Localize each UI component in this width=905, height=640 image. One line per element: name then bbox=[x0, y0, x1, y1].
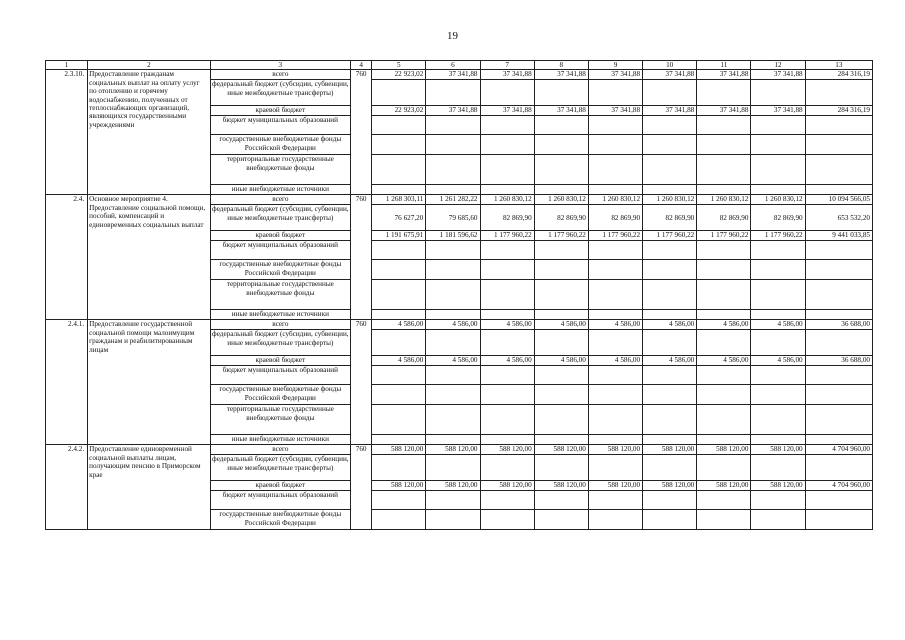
row-code: 2.4.1. bbox=[46, 320, 88, 445]
measure-name: Предоставление государственной социальной помощи малоимущим гражданам и реабилитированным лицам bbox=[88, 320, 210, 445]
value-cell bbox=[697, 116, 751, 135]
value-cell bbox=[426, 385, 480, 405]
value-cell bbox=[805, 80, 872, 106]
value-cell: 4 586,00 bbox=[534, 356, 588, 366]
value-cell: 36 688,00 bbox=[805, 320, 872, 330]
value-cell bbox=[697, 330, 751, 356]
value-cell: 4 586,00 bbox=[643, 320, 697, 330]
value-cell bbox=[372, 385, 426, 405]
column-header: 7 bbox=[480, 61, 534, 70]
value-cell: 37 341,88 bbox=[588, 106, 642, 116]
value-cell bbox=[534, 405, 588, 435]
value-cell bbox=[588, 135, 642, 155]
value-cell bbox=[751, 155, 805, 185]
column-header: 12 bbox=[751, 61, 805, 70]
value-cell bbox=[480, 385, 534, 405]
value-cell bbox=[588, 280, 642, 310]
value-cell: 588 120,00 bbox=[372, 445, 426, 455]
value-cell bbox=[751, 510, 805, 530]
value-cell: 1 177 960,22 bbox=[643, 231, 697, 241]
funding-source: всего bbox=[210, 70, 351, 80]
value-cell: 82 869,90 bbox=[697, 205, 751, 231]
value-cell bbox=[372, 135, 426, 155]
value-cell bbox=[426, 116, 480, 135]
funding-source: всего bbox=[210, 195, 351, 205]
value-cell bbox=[751, 405, 805, 435]
value-cell bbox=[805, 491, 872, 510]
value-cell: 76 627,20 bbox=[372, 205, 426, 231]
value-cell bbox=[697, 135, 751, 155]
funding-source: федеральный бюджет (субсидии, субвенции, иные межбюджетные трансферты) bbox=[210, 330, 351, 356]
value-cell bbox=[426, 80, 480, 106]
funding-source: краевой бюджет bbox=[210, 231, 351, 241]
value-cell bbox=[534, 510, 588, 530]
column-header: 8 bbox=[534, 61, 588, 70]
value-cell: 4 704 960,00 bbox=[805, 445, 872, 455]
header-row bbox=[46, 61, 873, 70]
row-code: 2.4.2. bbox=[46, 445, 88, 530]
value-cell: 37 341,88 bbox=[480, 106, 534, 116]
value-cell bbox=[534, 366, 588, 385]
value-cell: 1 260 830,12 bbox=[697, 195, 751, 205]
value-cell: 1 181 596,62 bbox=[426, 231, 480, 241]
value-cell: 1 268 303,11 bbox=[372, 195, 426, 205]
value-cell: 1 177 960,22 bbox=[534, 231, 588, 241]
value-cell bbox=[372, 455, 426, 481]
value-cell bbox=[534, 385, 588, 405]
value-cell bbox=[697, 80, 751, 106]
value-cell: 4 586,00 bbox=[426, 356, 480, 366]
value-cell bbox=[751, 435, 805, 445]
value-cell: 1 260 830,12 bbox=[643, 195, 697, 205]
value-cell: 37 341,88 bbox=[697, 106, 751, 116]
value-cell bbox=[751, 80, 805, 106]
funding-source: государственные внебюджетные фонды Российской Федерации bbox=[210, 135, 351, 155]
value-cell bbox=[643, 510, 697, 530]
value-cell bbox=[643, 455, 697, 481]
value-cell bbox=[372, 185, 426, 195]
value-cell bbox=[805, 260, 872, 280]
value-cell bbox=[534, 491, 588, 510]
value-cell bbox=[480, 135, 534, 155]
value-cell bbox=[426, 405, 480, 435]
value-cell bbox=[697, 185, 751, 195]
value-cell bbox=[480, 455, 534, 481]
value-cell: 37 341,88 bbox=[426, 106, 480, 116]
column-header: 3 bbox=[210, 61, 351, 70]
value-cell: 4 586,00 bbox=[697, 320, 751, 330]
value-cell: 22 923,02 bbox=[372, 70, 426, 80]
value-cell bbox=[534, 455, 588, 481]
value-cell bbox=[643, 330, 697, 356]
value-cell bbox=[534, 185, 588, 195]
value-cell bbox=[372, 80, 426, 106]
funding-source: территориальные государственные внебюджетные фонды bbox=[210, 280, 351, 310]
value-cell: 37 341,88 bbox=[697, 70, 751, 80]
value-cell: 1 177 960,22 bbox=[588, 231, 642, 241]
value-cell bbox=[643, 385, 697, 405]
value-cell bbox=[372, 155, 426, 185]
value-cell bbox=[588, 455, 642, 481]
value-cell bbox=[805, 330, 872, 356]
value-cell: 4 586,00 bbox=[588, 356, 642, 366]
value-cell bbox=[480, 405, 534, 435]
column-header: 5 bbox=[372, 61, 426, 70]
value-cell bbox=[588, 155, 642, 185]
value-cell bbox=[697, 385, 751, 405]
column-header: 11 bbox=[697, 61, 751, 70]
value-cell: 4 586,00 bbox=[588, 320, 642, 330]
value-cell: 79 685,60 bbox=[426, 205, 480, 231]
value-cell bbox=[480, 80, 534, 106]
value-cell bbox=[588, 310, 642, 320]
value-cell bbox=[697, 241, 751, 260]
column-header: 10 bbox=[643, 61, 697, 70]
value-cell: 588 120,00 bbox=[643, 445, 697, 455]
value-cell: 588 120,00 bbox=[480, 445, 534, 455]
value-cell bbox=[805, 280, 872, 310]
column-header: 13 bbox=[805, 61, 872, 70]
column-header: 6 bbox=[426, 61, 480, 70]
value-cell: 37 341,88 bbox=[588, 70, 642, 80]
value-cell: 37 341,88 bbox=[751, 106, 805, 116]
value-cell bbox=[480, 510, 534, 530]
value-cell bbox=[805, 241, 872, 260]
value-cell bbox=[805, 405, 872, 435]
value-cell: 82 869,90 bbox=[751, 205, 805, 231]
value-cell: 1 260 830,12 bbox=[534, 195, 588, 205]
value-cell bbox=[480, 116, 534, 135]
funding-source: всего bbox=[210, 445, 351, 455]
value-cell: 588 120,00 bbox=[751, 445, 805, 455]
value-cell: 37 341,88 bbox=[534, 106, 588, 116]
value-cell: 82 869,90 bbox=[480, 205, 534, 231]
funding-source: федеральный бюджет (субсидии, субвенции, иные межбюджетные трансферты) bbox=[210, 205, 351, 231]
value-cell bbox=[751, 310, 805, 320]
value-cell bbox=[805, 385, 872, 405]
value-cell: 1 177 960,22 bbox=[751, 231, 805, 241]
value-cell bbox=[643, 260, 697, 280]
value-cell bbox=[588, 260, 642, 280]
value-cell bbox=[534, 80, 588, 106]
value-cell bbox=[480, 280, 534, 310]
funding-source: территориальные государственные внебюджетные фонды bbox=[210, 155, 351, 185]
value-cell: 588 120,00 bbox=[643, 481, 697, 491]
value-cell: 1 260 830,12 bbox=[588, 195, 642, 205]
value-cell bbox=[643, 241, 697, 260]
value-cell bbox=[480, 491, 534, 510]
budget-table bbox=[45, 60, 873, 530]
value-cell bbox=[426, 510, 480, 530]
value-cell bbox=[588, 405, 642, 435]
value-cell bbox=[643, 135, 697, 155]
value-cell: 22 923,02 bbox=[372, 106, 426, 116]
measure-name: Основное мероприятие 4. Предоставление социальной помощи, пособий, компенсаций и единовременных социальных выплат bbox=[88, 195, 210, 320]
column-header: 4 bbox=[351, 61, 372, 70]
value-cell bbox=[697, 260, 751, 280]
value-cell bbox=[697, 455, 751, 481]
funding-source: государственные внебюджетные фонды Российской Федерации bbox=[210, 510, 351, 530]
value-cell bbox=[480, 330, 534, 356]
page-number: 19 bbox=[447, 30, 458, 42]
value-cell bbox=[805, 366, 872, 385]
value-cell: 1 261 282,22 bbox=[426, 195, 480, 205]
funding-source: краевой бюджет bbox=[210, 481, 351, 491]
value-cell bbox=[643, 405, 697, 435]
value-cell: 588 120,00 bbox=[588, 481, 642, 491]
value-cell bbox=[480, 185, 534, 195]
value-cell bbox=[372, 310, 426, 320]
value-cell bbox=[426, 435, 480, 445]
value-cell bbox=[643, 116, 697, 135]
value-cell bbox=[805, 116, 872, 135]
value-cell bbox=[805, 310, 872, 320]
funding-source: федеральный бюджет (субсидии, субвенции, иные межбюджетные трансферты) bbox=[210, 455, 351, 481]
funding-source: краевой бюджет bbox=[210, 106, 351, 116]
value-cell bbox=[643, 80, 697, 106]
value-cell: 1 191 675,91 bbox=[372, 231, 426, 241]
value-cell bbox=[426, 260, 480, 280]
value-cell: 82 869,90 bbox=[643, 205, 697, 231]
value-cell bbox=[588, 330, 642, 356]
value-cell bbox=[697, 491, 751, 510]
value-cell bbox=[751, 455, 805, 481]
table-body bbox=[46, 61, 873, 530]
value-cell bbox=[643, 155, 697, 185]
value-cell bbox=[588, 80, 642, 106]
measure-name: Предоставление единовременной социальной выплаты лицам, получающим пенсию в Приморском крае bbox=[88, 445, 210, 530]
funding-source: иные внебюджетные источники bbox=[210, 185, 351, 195]
value-cell bbox=[588, 241, 642, 260]
value-cell: 37 341,88 bbox=[480, 70, 534, 80]
value-cell: 588 120,00 bbox=[426, 445, 480, 455]
value-cell: 4 704 960,00 bbox=[805, 481, 872, 491]
value-cell: 4 586,00 bbox=[751, 356, 805, 366]
value-cell bbox=[697, 155, 751, 185]
value-cell bbox=[534, 241, 588, 260]
value-cell bbox=[480, 366, 534, 385]
value-cell bbox=[372, 116, 426, 135]
funding-source: бюджет муниципальных образований bbox=[210, 491, 351, 510]
value-cell: 588 120,00 bbox=[372, 481, 426, 491]
table-row bbox=[46, 445, 873, 455]
value-cell bbox=[534, 435, 588, 445]
value-cell bbox=[588, 435, 642, 445]
value-cell bbox=[534, 155, 588, 185]
value-cell bbox=[805, 155, 872, 185]
responsible-code: 760 bbox=[351, 195, 372, 320]
value-cell bbox=[534, 310, 588, 320]
measure-name: Предоставление гражданам социальных выплат на оплату услуг по отоплению и горячему водоснабжению, полученных от теплоснабжающих организаций, являющихся государственными учреждениями bbox=[88, 70, 210, 195]
value-cell: 588 120,00 bbox=[588, 445, 642, 455]
value-cell: 588 120,00 bbox=[480, 481, 534, 491]
value-cell bbox=[480, 155, 534, 185]
value-cell bbox=[697, 435, 751, 445]
value-cell: 82 869,90 bbox=[588, 205, 642, 231]
value-cell: 1 177 960,22 bbox=[697, 231, 751, 241]
value-cell bbox=[480, 310, 534, 320]
funding-source: иные внебюджетные источники bbox=[210, 310, 351, 320]
value-cell: 10 094 566,05 bbox=[805, 195, 872, 205]
value-cell bbox=[426, 280, 480, 310]
value-cell bbox=[480, 435, 534, 445]
value-cell bbox=[426, 330, 480, 356]
value-cell bbox=[480, 260, 534, 280]
value-cell bbox=[643, 435, 697, 445]
value-cell: 4 586,00 bbox=[643, 356, 697, 366]
value-cell bbox=[751, 491, 805, 510]
value-cell bbox=[534, 260, 588, 280]
value-cell bbox=[697, 310, 751, 320]
value-cell: 36 688,00 bbox=[805, 356, 872, 366]
funding-source: государственные внебюджетные фонды Российской Федерации bbox=[210, 385, 351, 405]
funding-source: иные внебюджетные источники bbox=[210, 435, 351, 445]
value-cell: 4 586,00 bbox=[534, 320, 588, 330]
value-cell bbox=[588, 510, 642, 530]
value-cell bbox=[426, 310, 480, 320]
value-cell bbox=[372, 280, 426, 310]
value-cell bbox=[426, 155, 480, 185]
value-cell: 1 177 960,22 bbox=[480, 231, 534, 241]
funding-source: бюджет муниципальных образований bbox=[210, 366, 351, 385]
value-cell bbox=[372, 435, 426, 445]
value-cell bbox=[534, 280, 588, 310]
value-cell bbox=[805, 510, 872, 530]
value-cell: 4 586,00 bbox=[751, 320, 805, 330]
value-cell bbox=[480, 241, 534, 260]
value-cell bbox=[534, 330, 588, 356]
column-header: 2 bbox=[88, 61, 210, 70]
funding-source: федеральный бюджет (субсидии, субвенции, иные межбюджетные трансферты) bbox=[210, 80, 351, 106]
value-cell bbox=[643, 280, 697, 310]
value-cell: 37 341,88 bbox=[751, 70, 805, 80]
value-cell bbox=[372, 405, 426, 435]
value-cell bbox=[372, 330, 426, 356]
value-cell: 588 120,00 bbox=[697, 445, 751, 455]
value-cell bbox=[697, 366, 751, 385]
value-cell: 37 341,88 bbox=[426, 70, 480, 80]
value-cell: 37 341,88 bbox=[643, 106, 697, 116]
funding-source: территориальные государственные внебюджетные фонды bbox=[210, 405, 351, 435]
value-cell bbox=[426, 491, 480, 510]
row-code: 2.4. bbox=[46, 195, 88, 320]
responsible-code: 760 bbox=[351, 70, 372, 195]
value-cell bbox=[426, 135, 480, 155]
value-cell bbox=[426, 455, 480, 481]
funding-source: бюджет муниципальных образований bbox=[210, 116, 351, 135]
value-cell bbox=[751, 330, 805, 356]
value-cell bbox=[751, 260, 805, 280]
value-cell bbox=[643, 491, 697, 510]
value-cell: 82 869,90 bbox=[534, 205, 588, 231]
value-cell bbox=[426, 366, 480, 385]
value-cell bbox=[372, 241, 426, 260]
value-cell bbox=[751, 280, 805, 310]
value-cell bbox=[805, 435, 872, 445]
value-cell: 4 586,00 bbox=[480, 320, 534, 330]
value-cell bbox=[588, 385, 642, 405]
value-cell bbox=[697, 280, 751, 310]
value-cell: 588 120,00 bbox=[534, 445, 588, 455]
value-cell bbox=[588, 366, 642, 385]
value-cell: 9 441 033,85 bbox=[805, 231, 872, 241]
value-cell bbox=[751, 366, 805, 385]
funding-source: государственные внебюджетные фонды Российской Федерации bbox=[210, 260, 351, 280]
value-cell bbox=[751, 241, 805, 260]
responsible-code: 760 bbox=[351, 445, 372, 530]
value-cell bbox=[588, 185, 642, 195]
value-cell bbox=[588, 116, 642, 135]
value-cell bbox=[805, 135, 872, 155]
column-header: 9 bbox=[588, 61, 642, 70]
value-cell bbox=[697, 405, 751, 435]
value-cell: 4 586,00 bbox=[372, 356, 426, 366]
value-cell: 284 316,19 bbox=[805, 106, 872, 116]
value-cell bbox=[372, 366, 426, 385]
value-cell bbox=[372, 260, 426, 280]
value-cell bbox=[588, 491, 642, 510]
value-cell bbox=[534, 135, 588, 155]
funding-source: бюджет муниципальных образований bbox=[210, 241, 351, 260]
value-cell: 653 532,20 bbox=[805, 205, 872, 231]
value-cell bbox=[372, 491, 426, 510]
value-cell: 588 120,00 bbox=[534, 481, 588, 491]
value-cell: 37 341,88 bbox=[643, 70, 697, 80]
value-cell: 4 586,00 bbox=[697, 356, 751, 366]
table-row bbox=[46, 70, 873, 80]
value-cell bbox=[751, 116, 805, 135]
value-cell: 284 316,19 bbox=[805, 70, 872, 80]
value-cell bbox=[534, 116, 588, 135]
value-cell: 588 120,00 bbox=[697, 481, 751, 491]
value-cell bbox=[751, 385, 805, 405]
value-cell bbox=[805, 185, 872, 195]
responsible-code: 760 bbox=[351, 320, 372, 445]
value-cell bbox=[643, 310, 697, 320]
value-cell bbox=[643, 185, 697, 195]
row-code: 2.3.10. bbox=[46, 70, 88, 195]
value-cell bbox=[643, 366, 697, 385]
value-cell bbox=[751, 185, 805, 195]
value-cell bbox=[697, 510, 751, 530]
value-cell bbox=[372, 510, 426, 530]
value-cell: 4 586,00 bbox=[372, 320, 426, 330]
value-cell bbox=[805, 455, 872, 481]
value-cell bbox=[751, 135, 805, 155]
funding-source: всего bbox=[210, 320, 351, 330]
value-cell: 4 586,00 bbox=[426, 320, 480, 330]
value-cell bbox=[426, 185, 480, 195]
value-cell bbox=[426, 241, 480, 260]
value-cell: 37 341,88 bbox=[534, 70, 588, 80]
table-row bbox=[46, 320, 873, 330]
value-cell: 4 586,00 bbox=[480, 356, 534, 366]
table-row bbox=[46, 195, 873, 205]
value-cell: 1 260 830,12 bbox=[480, 195, 534, 205]
column-header: 1 bbox=[46, 61, 88, 70]
value-cell: 1 260 830,12 bbox=[751, 195, 805, 205]
value-cell: 588 120,00 bbox=[751, 481, 805, 491]
value-cell: 588 120,00 bbox=[426, 481, 480, 491]
funding-source: краевой бюджет bbox=[210, 356, 351, 366]
